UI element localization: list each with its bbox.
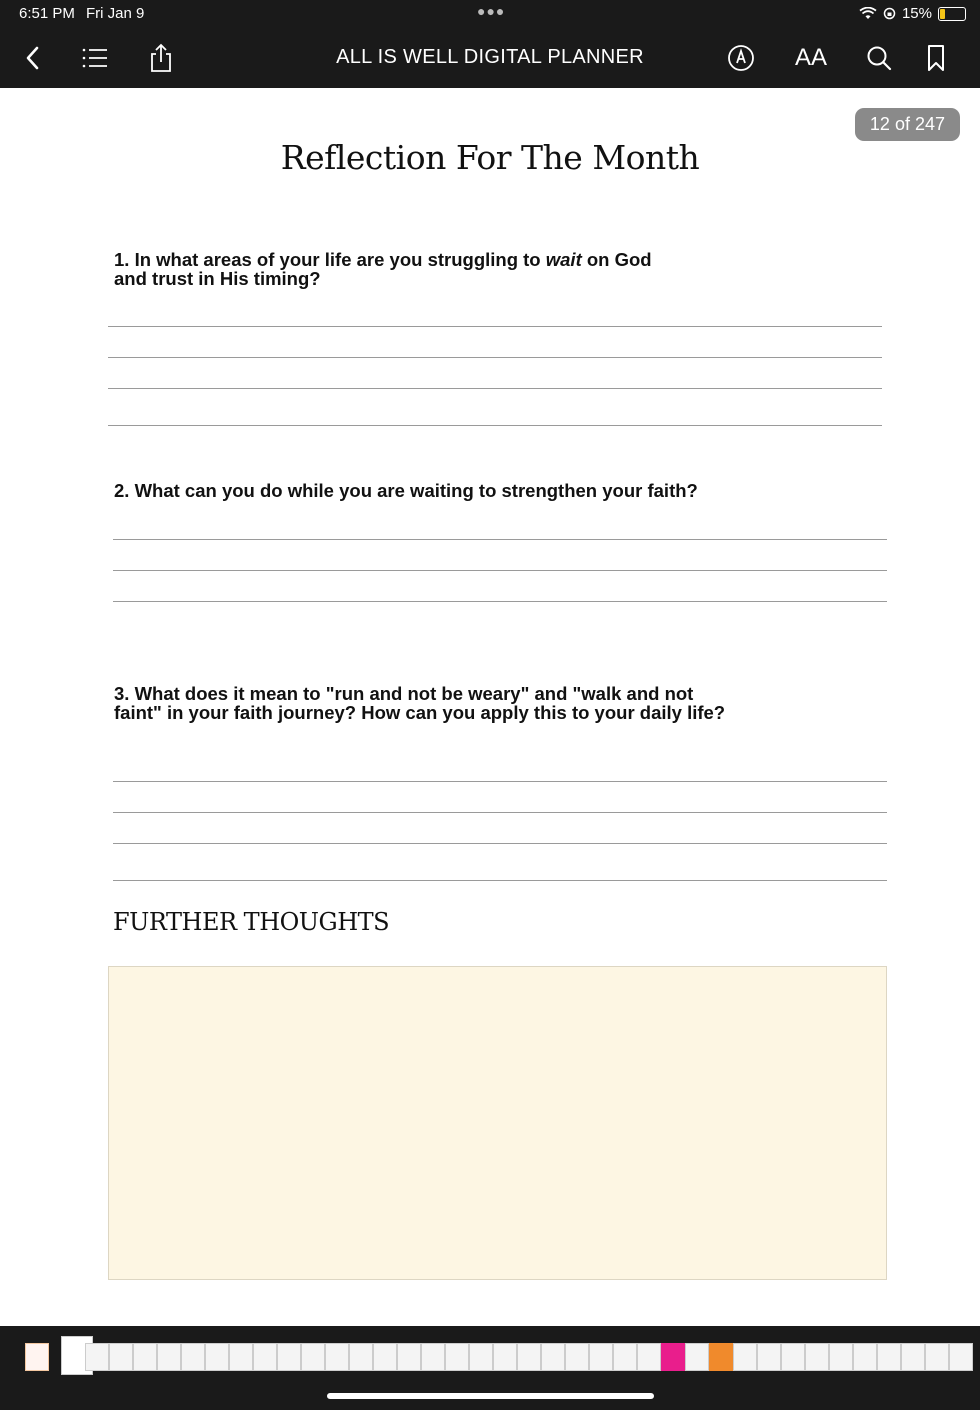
multitasking-dots-icon[interactable]: ●●● — [477, 3, 506, 19]
answer-line[interactable] — [113, 539, 887, 540]
page-thumbnail[interactable] — [757, 1343, 781, 1371]
page-thumbnail[interactable] — [517, 1343, 541, 1371]
question-1-text-b: on God — [581, 249, 652, 270]
page-thumbnail[interactable] — [589, 1343, 613, 1371]
page-thumbnail[interactable] — [709, 1343, 733, 1371]
page-thumbnail[interactable] — [445, 1343, 469, 1371]
status-date: Fri Jan 9 — [86, 5, 145, 22]
page-thumbnail[interactable] — [25, 1343, 49, 1371]
page-thumbnail[interactable] — [565, 1343, 589, 1371]
answer-line[interactable] — [113, 601, 887, 602]
question-3-text-a: 3. What does it mean to "run and not be weary" and "walk and not — [114, 683, 694, 704]
page-thumbnail[interactable] — [301, 1343, 325, 1371]
page-thumbnail[interactable] — [277, 1343, 301, 1371]
question-1-emphasis: wait — [545, 249, 582, 270]
question-1-text-a: 1. In what areas of your life are you struggling to — [114, 249, 546, 270]
page-thumbnail[interactable] — [253, 1343, 277, 1371]
page-thumbnail[interactable] — [421, 1343, 445, 1371]
status-indicators — [859, 5, 966, 22]
answer-line[interactable] — [108, 357, 882, 358]
page-thumbnail[interactable] — [469, 1343, 493, 1371]
page-thumbnail[interactable] — [637, 1343, 661, 1371]
answer-line[interactable] — [108, 326, 882, 327]
page-thumbnail[interactable] — [661, 1343, 685, 1371]
status-bar — [0, 0, 980, 28]
status-time: 6:51 PM — [19, 5, 75, 22]
page-thumbnail[interactable] — [781, 1343, 805, 1371]
page-thumbnail[interactable] — [493, 1343, 517, 1371]
question-1 — [114, 250, 652, 288]
answer-line[interactable] — [108, 425, 882, 426]
page-thumbnail[interactable] — [949, 1343, 973, 1371]
page-heading: Reflection For The Month — [280, 138, 700, 177]
question-2: 2. What can you do while you are waiting to strengthen your faith? — [114, 480, 698, 501]
book-page[interactable] — [0, 88, 980, 1326]
bookmark-icon[interactable] — [918, 40, 954, 76]
page-thumbnail[interactable] — [349, 1343, 373, 1371]
page-thumbnail[interactable] — [109, 1343, 133, 1371]
page-thumbnail[interactable] — [397, 1343, 421, 1371]
page-thumbnail[interactable] — [925, 1343, 949, 1371]
battery-charging-icon — [938, 7, 966, 21]
page-thumbnail[interactable] — [685, 1343, 709, 1371]
question-3 — [114, 684, 725, 722]
page-thumbnail[interactable] — [877, 1343, 901, 1371]
answer-line[interactable] — [108, 388, 882, 389]
page-thumbnail[interactable] — [805, 1343, 829, 1371]
book-title: ALL IS WELL DIGITAL PLANNER — [336, 46, 644, 68]
answer-line[interactable] — [113, 843, 887, 844]
wifi-icon — [859, 7, 877, 20]
orientation-lock-icon — [883, 7, 896, 20]
page-thumbnail[interactable] — [733, 1343, 757, 1371]
page-thumbnail[interactable] — [229, 1343, 253, 1371]
answer-line[interactable] — [113, 781, 887, 782]
further-thoughts-heading: FURTHER THOUGHTS — [113, 908, 390, 936]
question-1-text-c: and trust in His timing? — [114, 268, 321, 289]
page-thumbnail[interactable] — [373, 1343, 397, 1371]
answer-line[interactable] — [113, 812, 887, 813]
markup-pen-icon[interactable] — [723, 40, 759, 76]
page-thumbnail[interactable] — [181, 1343, 205, 1371]
answer-line[interactable] — [113, 880, 887, 881]
page-thumbnail[interactable] — [133, 1343, 157, 1371]
page-thumbnail[interactable] — [157, 1343, 181, 1371]
page-thumbnail[interactable] — [853, 1343, 877, 1371]
page-thumbnail[interactable] — [901, 1343, 925, 1371]
text-size-label: AA — [794, 44, 827, 71]
nav-bar — [0, 28, 980, 88]
home-indicator[interactable] — [327, 1393, 654, 1399]
answer-line[interactable] — [113, 570, 887, 571]
page-counter-badge: 12 of 247 — [855, 108, 960, 141]
page-thumbnail[interactable] — [205, 1343, 229, 1371]
page-thumbnail[interactable] — [829, 1343, 853, 1371]
search-icon[interactable] — [861, 40, 897, 76]
page-thumbnail[interactable] — [85, 1343, 109, 1371]
page-thumbnail[interactable] — [325, 1343, 349, 1371]
page-thumbnail[interactable] — [613, 1343, 637, 1371]
page-thumbnail[interactable] — [541, 1343, 565, 1371]
battery-percentage: 15% — [901, 5, 932, 22]
question-3-text-b: faint" in your faith journey? How can you apply this to your daily life? — [114, 702, 726, 723]
further-thoughts-notes-box[interactable] — [108, 966, 887, 1280]
text-size-button[interactable] — [790, 40, 832, 76]
